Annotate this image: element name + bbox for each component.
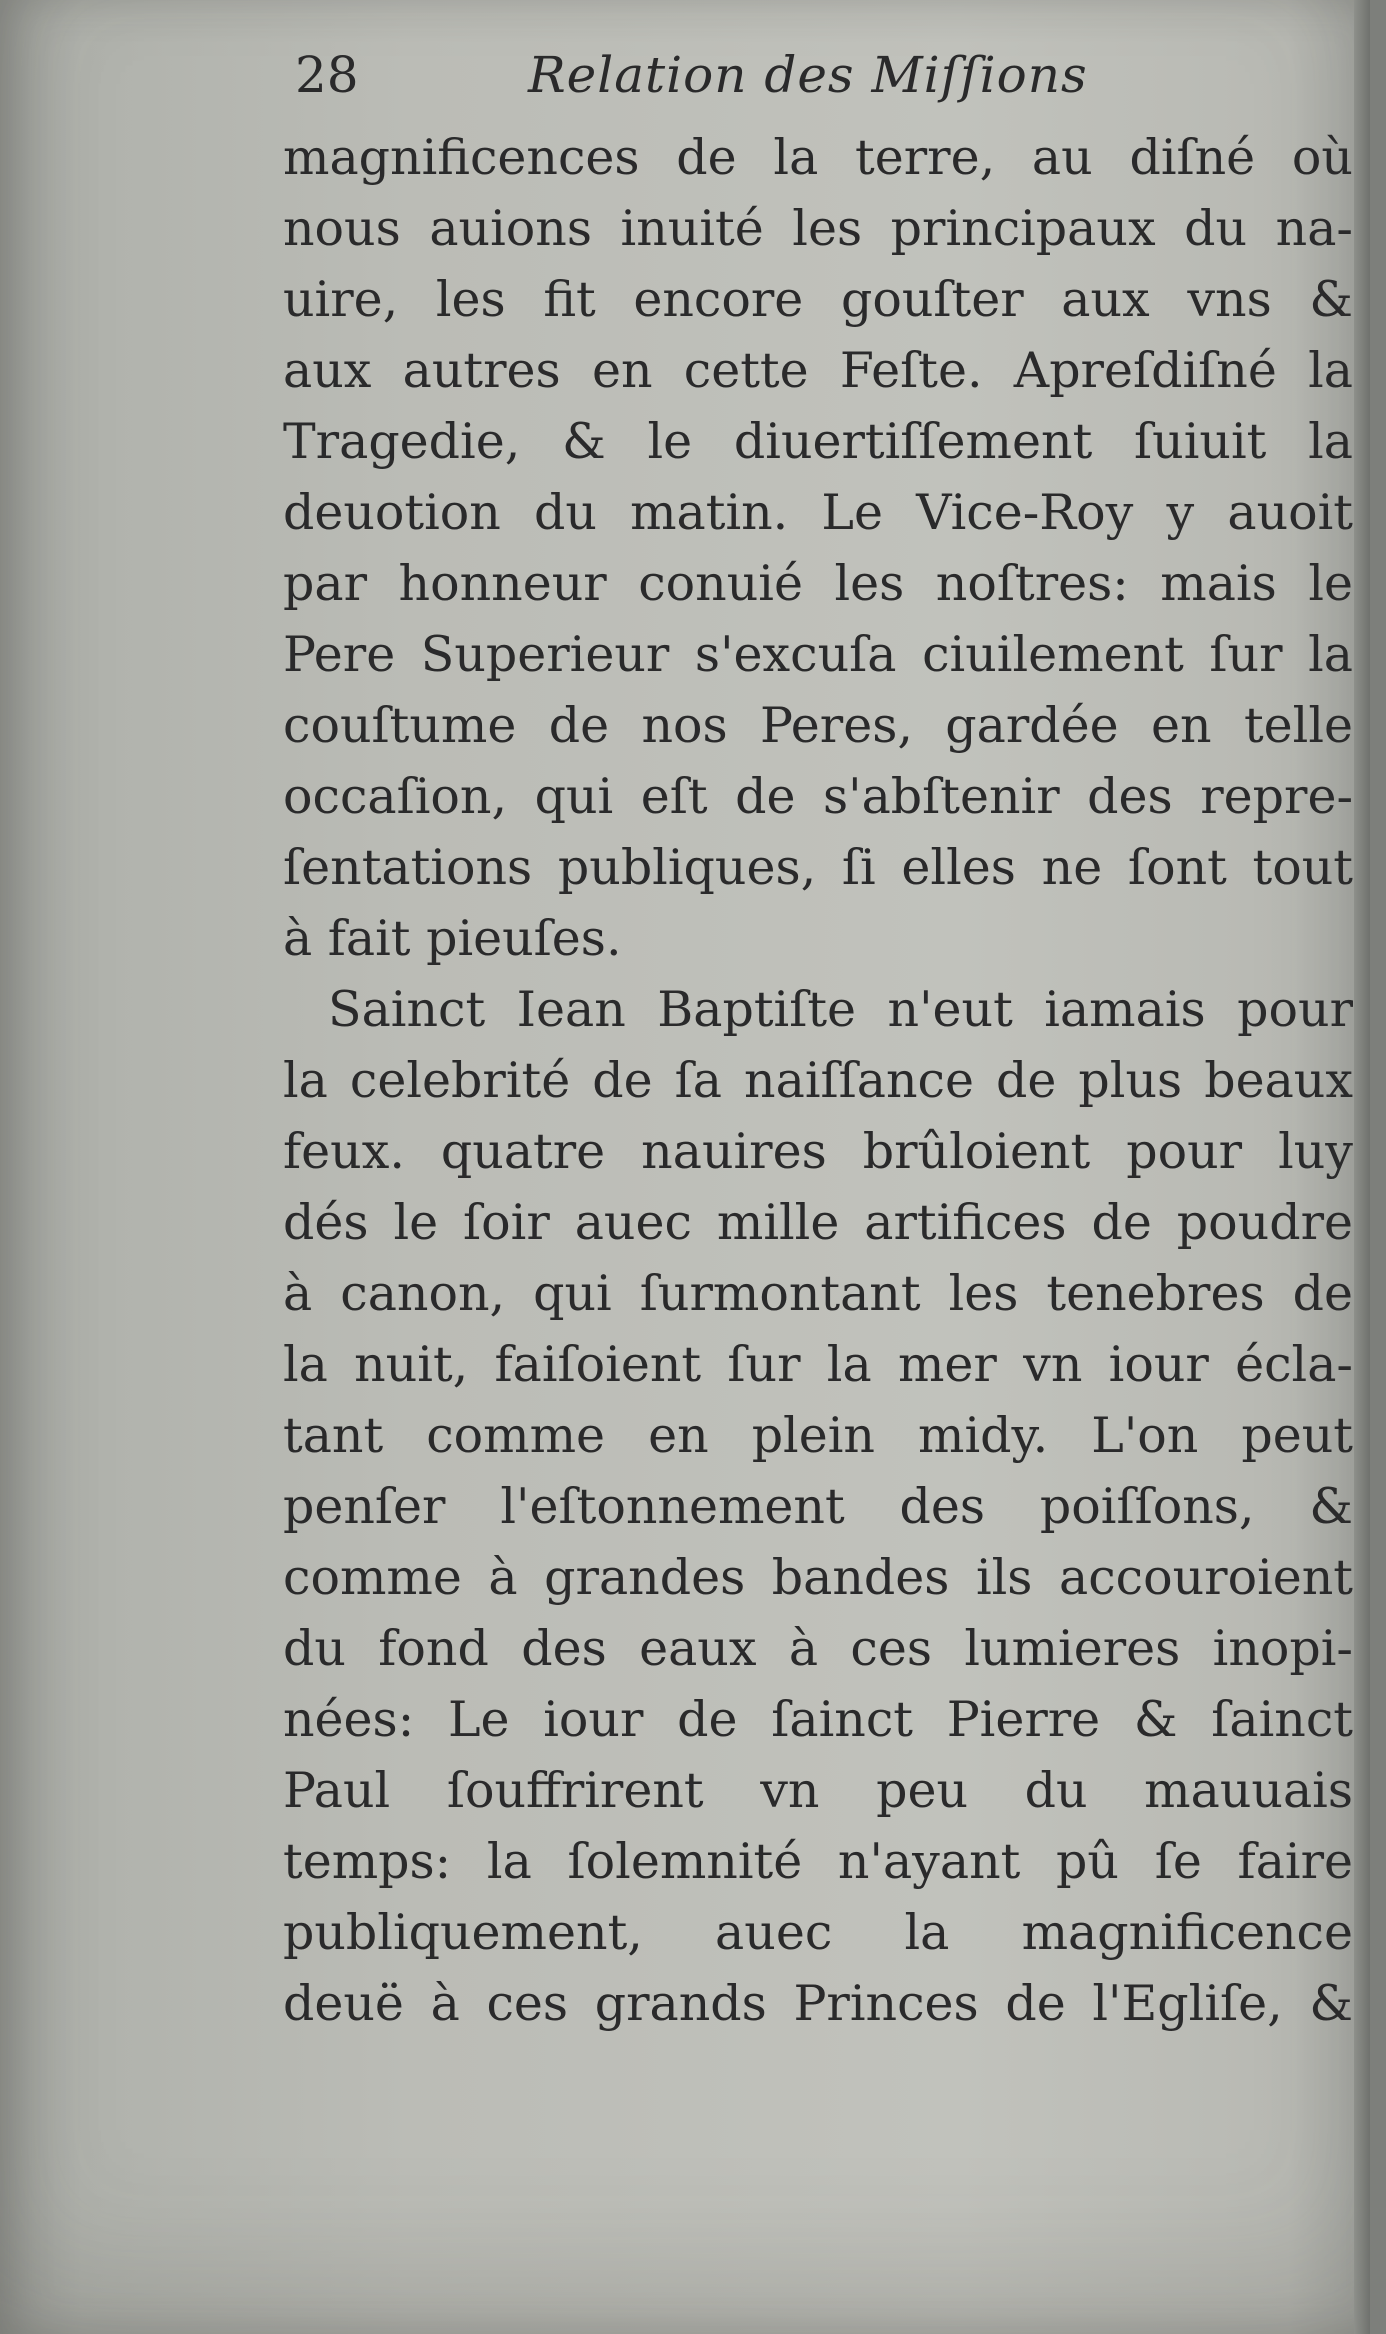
text-line: magnificences de la terre, au diſné où: [283, 129, 1353, 186]
page-edge: [1354, 0, 1370, 2334]
text-line: Pere Superieur s'excuſa ciuilement ſur la: [283, 626, 1353, 683]
text-line: temps: la ſolemnité n'ayant pû ſe faire: [283, 1833, 1353, 1890]
text-line: deuotion du matin. Le Vice-Roy y auoit: [283, 484, 1353, 541]
text-line: dés le ſoir auec mille artifices de poudre: [283, 1194, 1353, 1251]
text-line: couſtume de nos Peres, gardée en telle: [283, 697, 1353, 754]
text-line: nées: Le iour de ſainct Pierre & ſainct: [283, 1691, 1353, 1748]
text-block: [283, 40, 1353, 2039]
text-line: publiquement, auec la magnificence: [283, 1904, 1353, 1961]
text-line: Sainct Iean Baptiſte n'eut iamais pour: [328, 981, 1353, 1038]
text-line: du fond des eaux à ces lumieres inopi-: [283, 1620, 1353, 1677]
text-line: Tragedie, & le diuertiſſement ſuiuit la: [283, 413, 1353, 470]
text-line: occaſion, qui eſt de s'abſtenir des repre-: [283, 768, 1353, 825]
running-title: Relation des Miſſions: [528, 46, 1088, 104]
text-line: la nuit, faiſoient ſur la mer vn iour écla-: [283, 1336, 1353, 1393]
text-line: aux autres en cette Feſte. Apreſdiſné la: [283, 342, 1353, 399]
text-line: feux. quatre nauires brûloient pour luy: [283, 1123, 1353, 1180]
text-line: uire, les fit encore gouſter aux vns &: [283, 271, 1353, 328]
text-line: par honneur conuié les noſtres: mais le: [283, 555, 1353, 612]
page-number: 28: [295, 46, 359, 104]
text-line: la celebrité de ſa naiſſance de plus beaux: [283, 1052, 1353, 1109]
paragraph-1: [283, 122, 1353, 974]
text-line: tant comme en plein midy. L'on peut: [283, 1407, 1353, 1464]
text-line: à canon, qui ſurmontant les tenebres de: [283, 1265, 1353, 1322]
text-line: deuë à ces grands Princes de l'Egliſe, &: [283, 1975, 1353, 2032]
text-line: nous auions inuité les principaux du na-: [283, 200, 1353, 257]
text-line: à fait pieuſes.: [283, 910, 622, 967]
text-line: ſentations publiques, ſi elles ne ſont tout: [283, 839, 1353, 896]
text-line: Paul ſouffrirent vn peu du mauuais: [283, 1762, 1353, 1819]
paragraph-2: [283, 974, 1353, 2039]
text-line: penſer l'eſtonnement des poiſſons, &: [283, 1478, 1353, 1535]
running-head: [283, 40, 1353, 122]
text-line: comme à grandes bandes ils accouroient: [283, 1549, 1353, 1606]
